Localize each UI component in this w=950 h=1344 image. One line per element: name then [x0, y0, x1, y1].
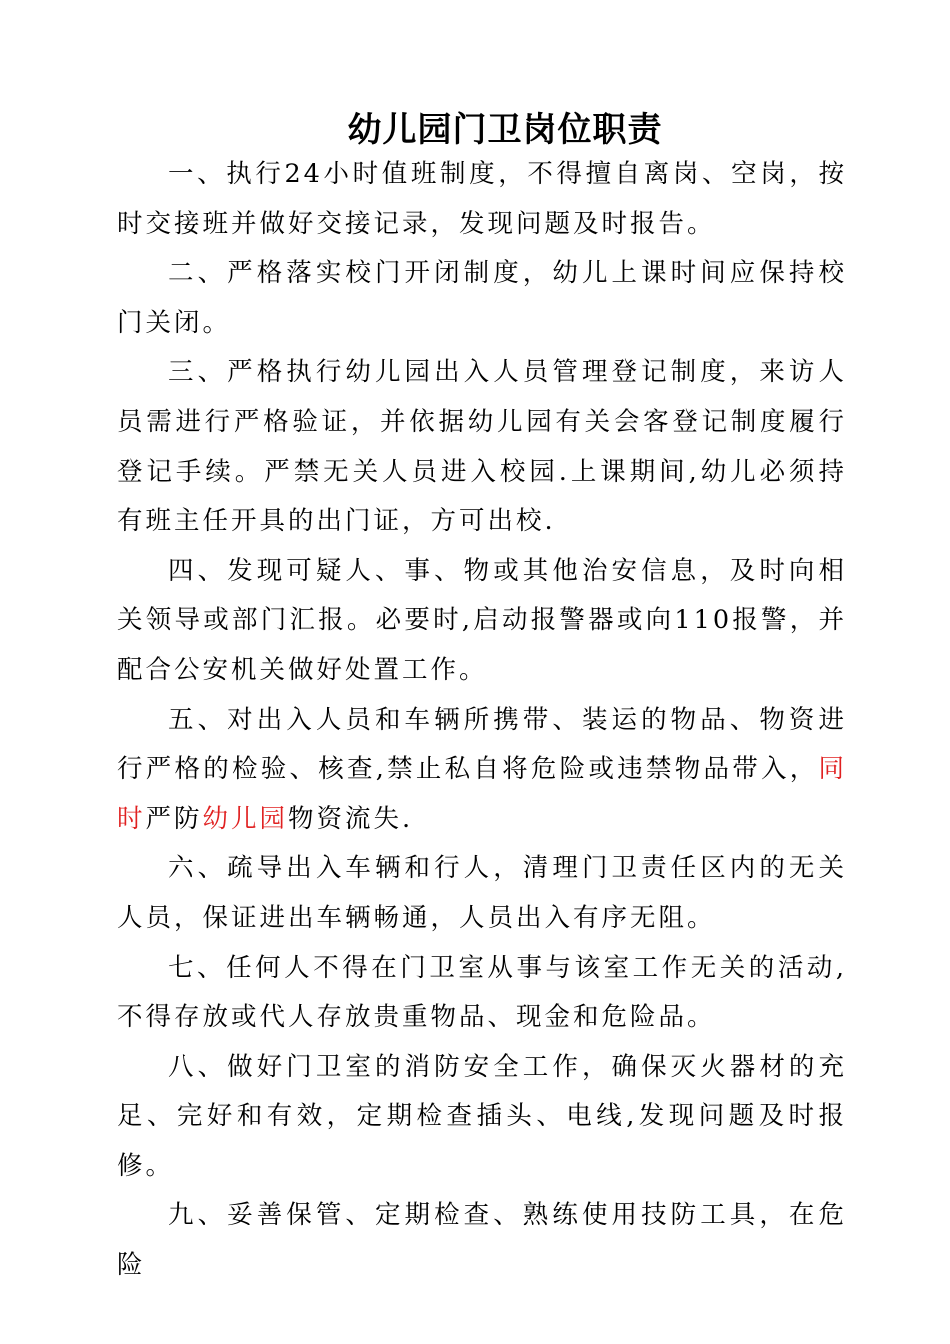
paragraph-1: 一、执行24小时值班制度，不得擅自离岗、空岗，按时交接班并做好交接记录，发现问题及时报告。: [117, 159, 847, 239]
paragraph-5-part3: 物资流失.: [288, 803, 414, 834]
paragraph-2: 二、严格落实校门开闭制度，幼儿上课时间应保持校门关闭。: [117, 258, 847, 338]
paragraph-5-part2: 严防: [145, 803, 203, 834]
paragraph-7: 七、任何人不得在门卫室从事与该室工作无关的活动,不得存放或代人存放贵重物品、现金和危险品。: [117, 952, 847, 1033]
document-title: 幼儿园门卫岗位职责: [347, 110, 663, 150]
paragraph-3: 三、严格执行幼儿园出入人员管理登记制度，来访人员需进行严格验证，并依据幼儿园有关会客登记制度履行登记手续。严禁无关人员进入校园.上课期间,幼儿必须持有班主任开具的出门证，方可出校.: [117, 357, 847, 537]
paragraph-6: 六、疏导出入车辆和行人，清理门卫责任区内的无关人员，保证进出车辆畅通，人员出入有序无阻。: [117, 853, 847, 933]
paragraph-5-part1: 五、对出入人员和车辆所携带、装运的物品、物资进行严格的检验、核查,禁止私自将危险或违禁物品带入，: [117, 704, 847, 785]
paragraph-8: 八、做好门卫室的消防安全工作，确保灭火器材的充足、完好和有效，定期检查插头、电线,发现问题及时报修。: [117, 1051, 847, 1181]
paragraph-9: 九、妥善保管、定期检查、熟练使用技防工具，在危险: [117, 1200, 847, 1281]
highlight-text-tongshi: 同时: [117, 754, 847, 834]
paragraph-4: 四、发现可疑人、事、物或其他治安信息，及时向相关领导或部门汇报。必要时,启动报警器或向110报警，并配合公安机关做好处置工作。: [117, 555, 847, 685]
paragraph-5: [117, 696, 847, 845]
document-body: [117, 150, 847, 1291]
highlight-text-youeryuan: 幼儿园: [202, 803, 289, 834]
